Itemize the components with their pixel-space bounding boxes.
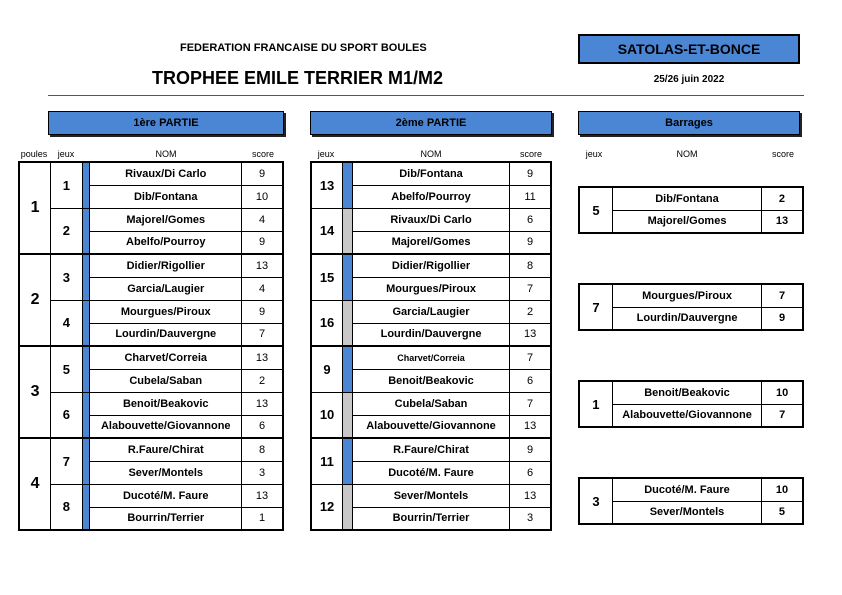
table-row xyxy=(19,208,283,231)
team-name: Abelfo/Pourroy xyxy=(90,231,242,254)
table-row xyxy=(19,300,283,323)
team-score: 9 xyxy=(510,231,551,254)
barrage-table xyxy=(578,477,804,525)
team-score: 7 xyxy=(510,346,551,369)
team-name: Cubela/Saban xyxy=(352,392,509,415)
table-row xyxy=(19,254,283,277)
col-header-nom: NOM xyxy=(155,149,177,159)
jeu-stripe xyxy=(82,438,90,484)
jeu-stripe xyxy=(343,300,353,346)
team-score: 10 xyxy=(242,185,283,208)
jeu-stripe xyxy=(343,438,353,484)
table-row xyxy=(19,392,283,415)
col-header-poules: poules xyxy=(20,149,48,159)
jeu-number: 5 xyxy=(579,187,613,233)
col-header-nom-2: NOM xyxy=(420,149,442,159)
team-score: 7 xyxy=(510,277,551,300)
team-name: Didier/Rigollier xyxy=(352,254,509,277)
table-row xyxy=(579,284,803,307)
table-row xyxy=(311,484,551,507)
table-row xyxy=(311,392,551,415)
team-score: 7 xyxy=(762,284,803,307)
team-score: 6 xyxy=(510,369,551,392)
team-name: Majorel/Gomes xyxy=(90,208,242,231)
jeu-number: 11 xyxy=(311,438,343,484)
team-name: Didier/Rigollier xyxy=(90,254,242,277)
table-row xyxy=(311,346,551,369)
team-score: 1 xyxy=(242,507,283,530)
jeu-number: 10 xyxy=(311,392,343,438)
team-name: Cubela/Saban xyxy=(90,369,242,392)
team-name: Rivaux/Di Carlo xyxy=(90,162,242,185)
col-header-score: score xyxy=(251,149,274,159)
jeu-number: 4 xyxy=(51,300,83,346)
team-name: Dib/Fontana xyxy=(90,185,242,208)
team-name: R.Faure/Chirat xyxy=(352,438,509,461)
jeu-number: 5 xyxy=(51,346,83,392)
col-header-score-2: score xyxy=(519,149,542,159)
table-row xyxy=(579,307,803,330)
partie2-banner: 2ème PARTIE xyxy=(310,111,552,135)
jeu-number: 15 xyxy=(311,254,343,300)
jeu-number: 14 xyxy=(311,208,343,254)
jeu-stripe xyxy=(82,300,90,346)
team-name: Lourdin/Dauvergne xyxy=(613,307,762,330)
team-name: Mourgues/Piroux xyxy=(352,277,509,300)
poule-number: 2 xyxy=(19,254,51,346)
partie1-banner: 1ère PARTIE xyxy=(48,111,284,135)
table-row xyxy=(19,484,283,507)
team-name: Alabouvette/Giovannone xyxy=(352,415,509,438)
team-name: Abelfo/Pourroy xyxy=(352,185,509,208)
table-row xyxy=(579,478,803,501)
jeu-number: 2 xyxy=(51,208,83,254)
table-row xyxy=(579,381,803,404)
team-name: Sever/Montels xyxy=(352,484,509,507)
table-row xyxy=(311,208,551,231)
team-name: Dib/Fontana xyxy=(613,187,762,210)
jeu-number: 12 xyxy=(311,484,343,530)
team-name: Dib/Fontana xyxy=(352,162,509,185)
header-divider xyxy=(48,95,804,96)
jeu-stripe xyxy=(82,346,90,392)
jeu-number: 13 xyxy=(311,162,343,208)
team-name: Mourgues/Piroux xyxy=(613,284,762,307)
table-row xyxy=(311,300,551,323)
table-row xyxy=(579,210,803,233)
jeu-number: 6 xyxy=(51,392,83,438)
jeu-stripe xyxy=(343,392,353,438)
jeu-stripe xyxy=(82,254,90,300)
team-score: 13 xyxy=(242,346,283,369)
team-score: 13 xyxy=(242,392,283,415)
team-score: 13 xyxy=(510,323,551,346)
table-row xyxy=(579,404,803,427)
jeu-stripe xyxy=(343,346,353,392)
team-score: 9 xyxy=(242,162,283,185)
jeu-stripe xyxy=(343,162,353,208)
team-score: 9 xyxy=(242,231,283,254)
table-row xyxy=(19,162,283,185)
team-score: 9 xyxy=(510,438,551,461)
team-score: 13 xyxy=(242,254,283,277)
jeu-number: 7 xyxy=(51,438,83,484)
team-score: 7 xyxy=(762,404,803,427)
federation-name: FEDERATION FRANCAISE DU SPORT BOULES xyxy=(180,42,427,54)
team-name: Lourdin/Dauvergne xyxy=(352,323,509,346)
team-name: Benoit/Beakovic xyxy=(352,369,509,392)
jeu-stripe xyxy=(343,208,353,254)
team-score: 3 xyxy=(242,461,283,484)
team-name: Alabouvette/Giovannone xyxy=(612,404,761,427)
team-score: 2 xyxy=(761,187,803,210)
team-name: Benoit/Beakovic xyxy=(612,381,761,404)
team-score: 3 xyxy=(510,507,551,530)
col-header-jeux: jeux xyxy=(57,149,75,159)
team-name: Charvet/Correia xyxy=(90,346,242,369)
jeu-number: 16 xyxy=(311,300,343,346)
team-score: 2 xyxy=(510,300,551,323)
team-score: 13 xyxy=(510,484,551,507)
team-name: Charvet/Correia xyxy=(352,346,509,369)
jeu-number: 3 xyxy=(579,478,613,524)
team-score: 10 xyxy=(762,381,803,404)
jeu-stripe xyxy=(82,162,90,208)
team-name: Majorel/Gomes xyxy=(613,210,762,233)
col-header-nom-barrages: NOM xyxy=(676,149,698,159)
team-name: Rivaux/Di Carlo xyxy=(352,208,509,231)
team-score: 2 xyxy=(242,369,283,392)
city-box: SATOLAS-ET-BONCE xyxy=(578,34,800,64)
col-header-jeux-2: jeux xyxy=(317,149,335,159)
jeu-number: 7 xyxy=(579,284,613,330)
team-score: 9 xyxy=(762,307,803,330)
team-name: Sever/Montels xyxy=(613,501,762,524)
jeu-stripe xyxy=(343,484,353,530)
table-row xyxy=(311,254,551,277)
team-score: 13 xyxy=(510,415,551,438)
team-score: 6 xyxy=(510,461,551,484)
team-score: 4 xyxy=(242,277,283,300)
team-name: Bourrin/Terrier xyxy=(90,507,242,530)
team-name: R.Faure/Chirat xyxy=(90,438,242,461)
team-name: Sever/Montels xyxy=(90,461,242,484)
team-name: Alabouvette/Giovannone xyxy=(90,415,242,438)
table-row xyxy=(579,187,803,210)
team-name: Garcia/Laugier xyxy=(352,300,509,323)
jeu-number: 1 xyxy=(51,162,83,208)
table-row xyxy=(311,438,551,461)
jeu-number: 3 xyxy=(51,254,83,300)
team-score: 13 xyxy=(242,484,283,507)
team-score: 6 xyxy=(242,415,283,438)
jeu-number: 9 xyxy=(311,346,343,392)
team-name: Mourgues/Piroux xyxy=(90,300,242,323)
team-score: 13 xyxy=(761,210,803,233)
jeu-stripe xyxy=(82,208,90,254)
team-score: 10 xyxy=(761,478,803,501)
jeu-number: 1 xyxy=(579,381,612,427)
team-score: 7 xyxy=(242,323,283,346)
table-row xyxy=(311,162,551,185)
col-header-score-barrages: score xyxy=(771,149,794,159)
team-score: 11 xyxy=(510,185,551,208)
col-header-jeux-barrages: jeux xyxy=(585,149,603,159)
team-name: Ducoté/M. Faure xyxy=(352,461,509,484)
team-name: Benoit/Beakovic xyxy=(90,392,242,415)
barrage-table xyxy=(578,283,804,331)
jeu-stripe xyxy=(82,392,90,438)
team-name: Lourdin/Dauvergne xyxy=(90,323,242,346)
poule-number: 4 xyxy=(19,438,51,530)
partie1-table xyxy=(18,161,284,531)
poule-number: 1 xyxy=(19,162,51,254)
table-row xyxy=(19,438,283,461)
team-name: Majorel/Gomes xyxy=(352,231,509,254)
jeu-stripe xyxy=(343,254,353,300)
page-title: TROPHEE EMILE TERRIER M1/M2 xyxy=(152,68,444,88)
jeu-stripe xyxy=(82,484,90,530)
team-score: 6 xyxy=(510,208,551,231)
team-name: Garcia/Laugier xyxy=(90,277,242,300)
poule-number: 3 xyxy=(19,346,51,438)
barrage-table xyxy=(578,380,804,428)
team-score: 4 xyxy=(242,208,283,231)
team-score: 9 xyxy=(242,300,283,323)
team-name: Ducoté/M. Faure xyxy=(90,484,242,507)
table-row xyxy=(579,501,803,524)
team-name: Ducoté/M. Faure xyxy=(613,478,762,501)
team-score: 8 xyxy=(510,254,551,277)
jeu-number: 8 xyxy=(51,484,83,530)
barrages-banner: Barrages xyxy=(578,111,800,135)
team-name: Bourrin/Terrier xyxy=(352,507,509,530)
team-score: 8 xyxy=(242,438,283,461)
partie2-table xyxy=(310,161,552,531)
team-score: 7 xyxy=(510,392,551,415)
team-score: 5 xyxy=(761,501,803,524)
barrage-table xyxy=(578,186,804,234)
team-score: 9 xyxy=(510,162,551,185)
table-row xyxy=(19,346,283,369)
event-date: 25/26 juin 2022 xyxy=(653,74,725,85)
